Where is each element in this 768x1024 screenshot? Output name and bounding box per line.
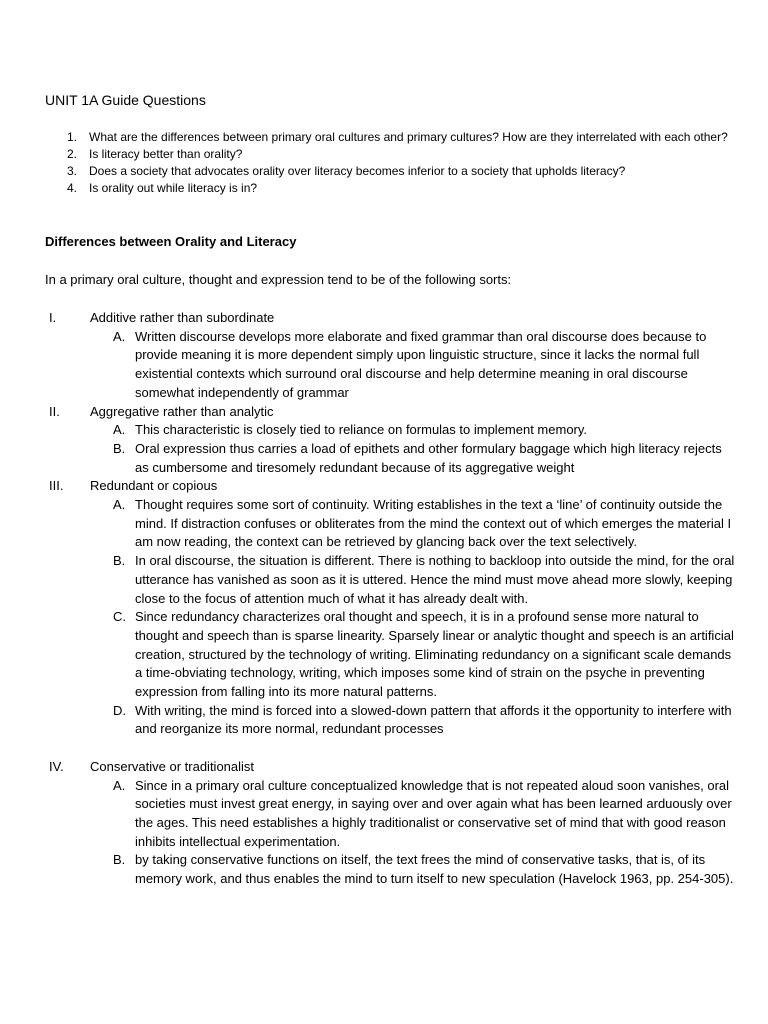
subitem-letter: C. [113,609,126,625]
outline-section [45,758,735,777]
subitem-text: Since in a primary oral culture conceptualized knowledge that is not repeated aloud soon vanishes, oral societies must invest great energy, in saying over and over again what has been learned arduously over the ages. This need establishes a highly traditionalist or conservative set of mind that with good reason inhibits intellectual experimentation. [135,777,732,849]
section-numeral: I. [49,310,57,325]
subitem-text: Written discourse develops more elaborate and fixed grammar than oral discourse does because to provide meaning it is more dependent simply upon linguistic structure, since it lacks the normal full existential contexts which surround oral discourse and help determine meaning in oral discourse somewhat independently of grammar [135,328,707,400]
subitem-letter: A. [113,777,126,793]
guide-questions-list [45,129,735,197]
subitem-letter: B. [113,553,126,569]
section-numeral: IV. [49,758,64,774]
item-text: Does a society that advocates orality over literacy becomes inferior to a society that upholds literacy? [89,164,626,178]
subitem-text: With writing, the mind is forced into a slowed-down pattern that affords it the opportunity to interfere with and reorganize its more normal, redundant processes [135,702,732,737]
spacer [45,739,735,758]
subitem-text: This characteristic is closely tied to reliance on formulas to implement memory. [135,422,588,438]
subitem-text: Since redundancy characterizes oral thought and speech, it is in a profound sense more natural to thought and speech than is sparse linearity. Sparsely linear or analytic thought and speech is an artificial creation, structured by the technology of writing. Eliminating redundancy on a significant scale demands a time-obviating technology, writing, which imposes some kind of strain on the psyche in preventing expression from falling into its more natural patterns. [135,609,734,700]
section-heading: Differences between Orality and Literacy [45,234,297,249]
list-item [45,146,735,163]
item-number: 1. [67,130,78,144]
item-text: Is literacy better than orality? [89,147,243,161]
subitem-text: In oral discourse, the situation is different. There is nothing to backloop into outside the mind, for the oral utterance has vanished as soon as it is uttered. Hence the mind must move ahead more slowly, keeping close to the focus of attention much of what it has already dealt with. [135,553,735,606]
section-numeral: II. [49,403,60,419]
outline-subitem [113,328,735,403]
outline [45,309,735,889]
list-item [45,129,735,146]
subitem-letter: A. [113,422,126,438]
item-text: Is orality out while literacy is in? [89,181,258,195]
outline-subitem [113,608,735,702]
outline-subitem [113,777,735,852]
outline-subitem [113,702,735,739]
section-title: Redundant or copious [90,478,218,494]
outline-subitem [113,496,735,552]
outline-section [45,403,735,422]
subitem-letter: B. [113,852,126,868]
outline-subitem [113,851,735,888]
section-numeral: III. [49,478,64,494]
intro-paragraph: In a primary oral culture, thought and expression tend to be of the following sorts: [45,272,512,287]
item-number: 4. [67,181,78,195]
item-number: 3. [67,164,78,178]
item-text: What are the differences between primary oral cultures and primary cultures? How are they interrelated with each other? [89,130,728,144]
outline-subitem [113,552,735,608]
outline-section [45,309,735,328]
subitem-letter: A. [113,328,126,344]
subitem-letter: D. [113,702,126,718]
subitem-letter: A. [113,497,126,513]
subitem-text: Thought requires some sort of continuity. Writing establishes in the text a ‘line’ of continuity outside the mind. If distraction confuses or obliterates from the mind the context out of which emerges the material I am now reading, the context can be retrieved by glancing back over the text selectively. [135,497,732,550]
list-item [45,180,735,197]
list-item [45,163,735,180]
subitem-text: Oral expression thus carries a load of epithets and other formulary baggage which high literacy rejects as cumbersome and tiresomely redundant because of its aggregative weight [135,440,722,475]
outline-subitem [113,440,735,477]
subitem-text: by taking conservative functions on itself, the text frees the mind of conservative tasks, that is, of its memory work, and thus enables the mind to turn itself to new speculation (Havelock 1963, pp. 254-305). [135,852,734,887]
outline-section [45,477,735,496]
page-title: UNIT 1A Guide Questions [45,92,206,108]
section-title: Conservative or traditionalist [90,758,255,774]
subitem-letter: B. [113,440,126,456]
section-title: Additive rather than subordinate [90,310,275,325]
outline-subitem [113,421,735,440]
section-title: Aggregative rather than analytic [90,403,274,419]
item-number: 2. [67,147,78,161]
